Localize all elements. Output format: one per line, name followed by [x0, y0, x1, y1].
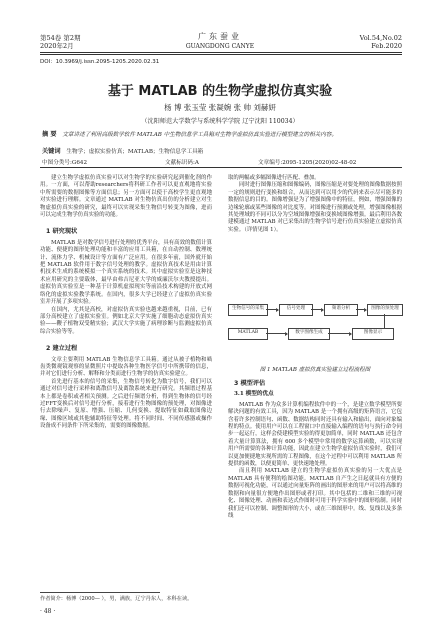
flow-box-image-preprocessing: 图像的预处理 [367, 304, 403, 316]
keywords [42, 148, 402, 156]
section-1-paragraph-2: 在国内，尤其是高校，对虚拟仿真实验也越来越重视，目前，已有部分高校建立了虚拟实验室。例如北京大学实施了细胞动态虚拟仿真实验——鞭子植物双受精实验；武汉大学实施了病理诊断与监测虚拟仿真综合实验等等。 [40, 306, 212, 335]
right-paragraph-2: 同时进行图像压缩和图像编码，图像压缩是对要处理的图像数据按照一定的规则进行变换和组合，从而达到可以用少的代码来表示尽可能多的数据信息的目的。图像增强是为了增强图像中的特征，例如，增强图像的边缘轮廓或某些图像的对比度等。对图像进行预测或处理，增强图像根据其处理域的不同可以分为空域图像增强和变换域图像增强。最后利用各数建模通过 MATLAB 对已采集出的生物学信号进行仿真实验建立虚拟仿真实验。（详情见图 1）。 [228, 182, 402, 233]
abstract-text: 文章讲述了利用高级数学软件 MATLAB 中生物信息学工具箱对生物学虚拟仿真实验进行模型建立的相关内容。 [62, 132, 338, 138]
journal-name-en: GUANGDONG CANYE [185, 43, 255, 50]
footnote: 作者简介：杨博（2000— ），男，满族，辽宁丹东人，本科在读。 [40, 596, 193, 602]
keywords-text: 生物学；虚拟实验仿真；MATLAB；生物信息学工具箱 [66, 149, 204, 155]
figure-caption: 图 1 MATLAB 虚拟仿真实验建立过程流程图 [259, 367, 371, 373]
volume-en: Vol.54,No.02 [359, 34, 402, 42]
section-3-1-paragraph-2: 而且利用 MATLAB 建立的生物学虚拟仿真实验的另一大优点是 MATLAB 具有便利的绘图功能。MATLAB 自产生之日起就具有方便的数据可视化功能，可以通过向量矩阵的画出的图形来的用户可以将高维的数据和向量很方便地作出图形或者打印。其中包括的二维和三维的可视化、图像处理、动画和表达式作图时可用于科学实验中的图形绘制。同时我们还可以控制、调整图形的大小，或在三维图形中。线、复线以及多条线 [228, 468, 402, 519]
right-column-bottom [228, 380, 402, 520]
flowchart [228, 300, 402, 360]
flow-arrow [266, 333, 287, 334]
authors: 杨 博 张玉莹 张凝婉 张 帅 刘赫妍 [164, 103, 276, 112]
flow-arrow [311, 309, 323, 310]
footnote-rule [40, 592, 160, 593]
right-column-top [228, 175, 402, 234]
journal-name-cn: 广东蚕业 [198, 32, 242, 41]
left-column [40, 175, 212, 431]
abstract-rule [40, 167, 402, 168]
flow-box-image-display: 图像显示 [352, 328, 394, 340]
affiliation: （沈阳师范大学数学与系统科学学院 辽宁沈阳 110034） [141, 118, 299, 125]
right-paragraph-1: 取的两幅或多幅图像进行匹配、叠加。 [228, 175, 320, 181]
paper-title: 基于 MATLAB 的生物学虚拟仿真实验 [107, 84, 333, 99]
header-rule-thin [40, 54, 402, 55]
flow-box-signal-collection: 生物信号的采集 [228, 304, 268, 316]
flow-arrow [356, 309, 366, 310]
keywords-label: 关键词 [42, 148, 61, 155]
flow-box-digital-image: 数字图像生成 [288, 328, 330, 340]
section-2-paragraph-2: 首先进行基本的信号的采集，生物信号转化为数字信号，我们可以通过对信号进行采样和离散信号及离散系统来进行研究。其频谱过程基本上都是卷积或者相关预测。之后进行频谱分析，得到生物体的信号经过FFT变换后对信号进行分析，接着进行生物图像的预处理，对图像进行去除噪声、复原、增强、压缩、几何变换、提取特征如截取图像边缘、图像区域或其他辅助特征等处理。将不同时间、不同传感器或操作设备成不同条件下所采集的，需要的图像数据。 [40, 378, 212, 430]
header-rule [40, 52, 402, 53]
intro-paragraph: 建立生物学虚拟仿真实验可以对生物学的实验研究起到催化剂的作用。一方面，可以帮助researchers将科研工作者可以更直观地将实验中所需要的数据图像等方面信息；另一方面可以使于高校学生更直观地对实验进行理解。文章通过 MATLAB 对生物仿真出仿的分析建立对生物虚拟仿真实验的研究，最终可以实现采集生物信号转变为图像，进而可以完成生物学仿真实验的功能。 [40, 175, 212, 219]
doi: DOI：10.3969/j.issn.2095-1205.2020.02.31 [40, 59, 160, 65]
flow-box-spectrum-analysis: 频谱分析 [324, 304, 358, 316]
clc-number: 中图分类号:G642 [42, 160, 87, 166]
section-3-1-title: 3.1 模型的优点 [234, 391, 274, 398]
section-2-title: 2 建立过程 [46, 345, 78, 353]
document-code: 文献标识码:A [165, 160, 199, 166]
section-1-title: 1 研究现状 [46, 228, 78, 236]
volume-cn: 第54卷 第2期 [40, 34, 81, 42]
date-en: Feb.2020 [371, 42, 402, 50]
flow-arrow [328, 333, 351, 334]
section-3-title: 3 模型评估 [234, 380, 266, 387]
flow-arrow [266, 309, 278, 310]
flow-connector [384, 314, 385, 328]
article-number: 文章编号:2095-1205(2020)02-48-02 [258, 160, 357, 166]
flow-box-signal-processing: 信号处理 [279, 304, 313, 316]
abstract [42, 131, 402, 139]
section-3-1-paragraph: MATLAB 作为众多计算机编程软件中的一个，是建立数学模型所要解决问题的有效工具，因为 MATLAB 是一个拥有高级的矩阵语言，它包含着许多控制语句、函数、数据结构同时还具有输入和输出，面向对象编程的特点。使用用户可以在工程窗口中直接输入编程的语句与执行命令同步一起运行，这样会使建模型实验的得更加简单，同时 MATLAB 还包含着大量计算算法，拥有 600 多个模型中常用的数学运算函数，可以实现用户所需要的各种计算功能，因此在建立生物学虚拟仿真实验时，我们可以更加便捷地实现所需的工程图像，在这个过程中可以利用 MATLAB 所提供的函数，以便更简单、更快速地处理。 [228, 401, 402, 468]
flow-box-matlab: MATLAB [228, 328, 268, 340]
section-1-paragraph: MATLAB 是对数学信号进行处理的优秀平台，具有高效的数值计算功能、便捷的图形处理功能和丰富的应用工具箱，在自动控制、数理统计、流体力学、机械设计等方面有广泛应用。在很多年前，国外就开始把 MATLAB 软件用于数字信号处理的教学。虚拟仿真技术是用由计算机技术生成的系统模拟一个真实系统的技术。其中虚拟实验室是这种技术应用研究的主要载体，最早由弗吉尼亚大学的威廉沃尔夫教授提出。虚拟仿真实验室是一种基于计算机虚拟现实等前沿技术构建的开放式网络化的虚拟实验教学系统。在国内，很多大学已经建立了虚拟仿真实验室并开展了多项实验。 [40, 239, 212, 306]
abstract-label: 摘 要 [42, 131, 57, 138]
section-2-paragraph: 文章主要利用 MATLAB 生物信息学工具箱。通过从被子植物和啮齿类微观镜观察的显微照片中提取各种生物医学信号中所携带的信息，并对它们进行分析、解释和分类而进行生物学的仿真实验建立。 [40, 356, 212, 378]
page-number: · 48 · [40, 608, 56, 615]
date-cn: 2020年2月 [40, 42, 74, 50]
